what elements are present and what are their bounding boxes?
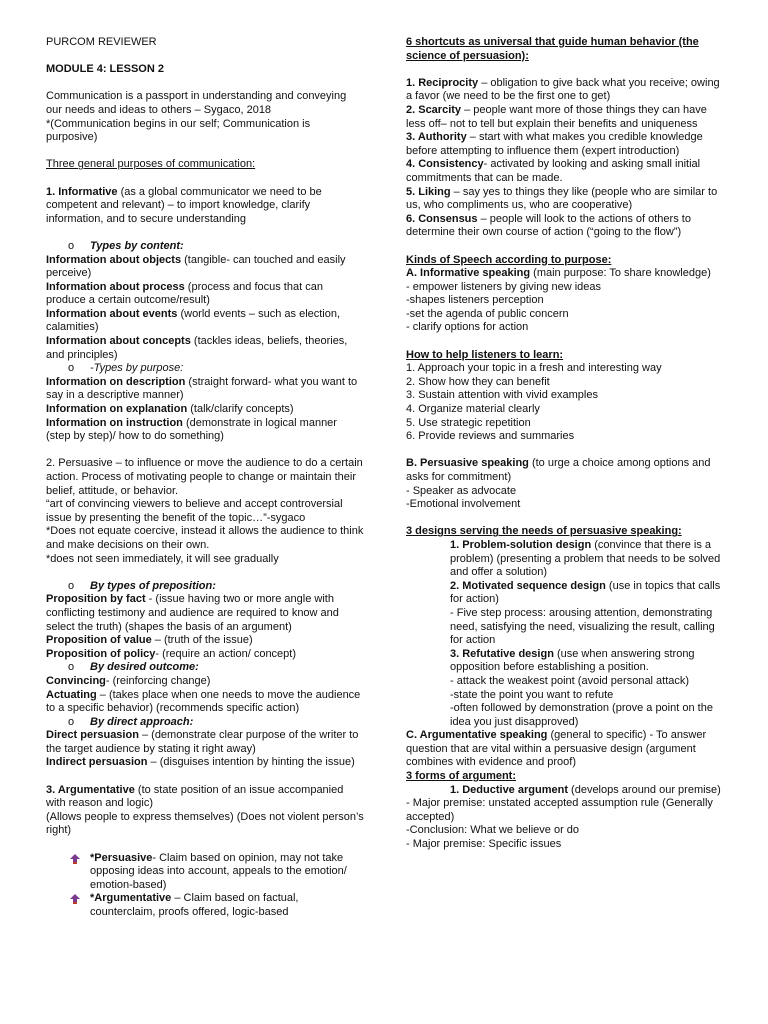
outcome-item [46,689,364,716]
design-item [450,580,724,607]
shortcut-item-desc: - activated by looking and asking small initial commitments that can be made. [406,158,701,184]
purpose-type-item-desc: (straight forward- what you want to say in a descriptive manner) [46,375,358,402]
content-type-item [46,254,364,281]
compare-desc: – Claim based on factual, counterclaim, proofs offered, logic-based [90,892,299,918]
learn-item: 5. Use strategic repetition [406,416,531,429]
design-item [450,689,724,703]
outcome-item-desc: – (takes place when one needs to move the audience to a specific behavior) (recommends specific action) [46,688,361,715]
deductive-point: -Conclusion: What we believe or do [406,824,580,837]
approach-item-desc: – (demonstrate clear purpose of the writer to the target audience by stating it right away) [46,729,359,755]
purpose-type-item-desc: (talk/clarify concepts) [187,403,294,416]
arrow-bullet-icon [68,893,82,905]
persuasive-point: -Emotional involvement [406,498,521,511]
purpose-type-item [46,417,364,444]
outcome-item [46,675,364,689]
shortcut-item-desc: – obligation to give back what you receive; owing a favor (we need to be the first one to get) [406,76,720,103]
informative-point: -shapes listeners perception [406,294,544,307]
design-item [450,675,724,689]
design-item-desc: -state the point you want to refute [450,688,614,701]
shortcut-item-term: 1. Reciprocity [406,76,479,89]
shortcuts-heading: 6 shortcuts as universal that guide human behavior (the science of persuasion): [406,36,699,62]
designs-heading: 3 designs serving the needs of persuasive speaking: [406,525,682,538]
content-type-item-term: Information about process [46,280,185,293]
by-preposition-heading [46,580,364,594]
by-outcome-list [46,675,364,716]
content-type-item-desc: (tackles ideas, beliefs, theories, and principles) [46,335,348,361]
intro-note: *(Communication begins in our self; Communication is purposive) [46,117,311,144]
approach-item [46,729,364,756]
by-approach-heading [46,716,364,730]
content-type-item-desc: (process and focus that can produce a certain outcome/result) [46,280,323,307]
shortcut-item-desc: – people will look to the actions of others to determine their own course of action (“going to the flow”) [406,212,691,239]
design-item-term: 1. Problem-solution design [450,538,592,551]
informative-point: -set the agenda of public concern [406,307,569,320]
informative-text: (as a global communicator we need to be competent and relevant) – to import knowledge, clarify information, and to secure understanding [46,185,322,225]
circle-bullet-icon: o [68,715,75,728]
design-item [450,539,724,580]
persuasive-note-1: *Does not equate coercive, instead it allows the audience to think and make decisions on their own. [46,525,364,551]
shortcuts-list [406,77,724,240]
persuasive-speaking-label: B. Persuasive speaking [406,457,529,470]
persuasive-paragraph: 2. Persuasive – to influence or move the audience to do a certain action. Process of motivating people to change or maintain their belief, attitude, or behavior. [46,457,363,497]
argumentative-text: (to state position of an issue accompanied with reason and logic) [46,783,344,810]
deductive-label: 1. Deductive argument [450,783,568,796]
persuasive-speaking-text: (to urge a choice among options and asks for commitment) [406,457,711,483]
design-item [450,607,724,648]
types-content-heading [46,240,364,254]
argumentative-label: 3. Argumentative [46,783,135,796]
content-type-item-desc: (world events – such as election, calamities) [46,307,341,334]
argumentative-paragraph [46,784,364,811]
approach-item-term: Indirect persuasion [46,756,148,769]
proposition-item-term: Proposition by fact [46,593,146,606]
by-preposition-label: By types of preposition: [90,579,216,592]
compare-term: *Persuasive [90,851,153,864]
content-type-item-term: Information about concepts [46,335,191,348]
approach-item-term: Direct persuasion [46,729,139,742]
shortcut-item-term: 2. Scarcity [406,103,462,116]
arrow-bullet-icon [68,853,82,865]
types-purpose-label: -Types by purpose: [90,362,184,375]
purpose-type-item-term: Information on explanation [46,403,188,416]
circle-bullet-icon: o [68,239,75,252]
by-outcome-heading [46,661,364,675]
compare-term: *Argumentative [90,892,172,905]
argumentative-note: (Allows people to express themselves) (Does not violent person’s right) [46,810,364,837]
informative-paragraph [46,186,364,227]
learn-item: 4. Organize material clearly [406,403,540,416]
deductive-point: - Major premise: unstated accepted assumption rule (Generally accepted) [406,797,713,823]
informative-point: - empower listeners by giving new ideas [406,280,602,293]
learn-item: 2. Show how they can benefit [406,375,550,388]
shortcut-item-term: 3. Authority [406,131,467,144]
purpose-type-item-term: Information on instruction [46,416,183,429]
compare-item [46,852,364,893]
persuasive-quote: “art of convincing viewers to believe and accept controversial issue by presenting the benefit of the topic…”-sygaco [46,498,343,524]
purpose-type-item [46,403,364,417]
approach-item-desc: – (disguises intention by hinting the issue) [147,756,355,769]
deductive-points [406,797,724,851]
learn-item: 6. Provide reviews and summaries [406,430,575,443]
design-item [450,648,724,675]
shortcut-item-term: 5. Liking [406,185,451,198]
design-item-desc: -often followed by demonstration (prove a point on the idea you just disapproved) [450,702,713,728]
by-approach-list [46,729,364,770]
outcome-item-term: Convincing [46,674,106,687]
approach-item [46,756,364,770]
outcome-item-desc: - (reinforcing change) [105,674,211,687]
content-type-item-term: Information about objects [46,253,182,266]
types-content-list [46,254,364,363]
content-type-item [46,281,364,308]
persuasive-points [406,485,724,512]
types-purpose-list [46,376,364,444]
shortcut-item-term: 6. Consensus [406,212,478,225]
design-item-desc: - attack the weakest point (avoid personal attack) [450,674,690,687]
argumentative-speaking-label: C. Argumentative speaking [406,729,548,742]
intro-text: Communication is a passport in understanding and conveying our needs and ideas to others – Sygaco, 2018 [46,90,347,116]
circle-bullet-icon: o [68,579,75,592]
doc-title: PURCOM REVIEWER [46,36,157,48]
content-type-item-desc: (tangible- can touched and easily perceive) [46,253,346,280]
purpose-type-item [46,376,364,403]
types-content-label: Types by content: [90,239,184,252]
proposition-item [46,593,364,634]
circle-bullet-icon: o [68,661,75,674]
compare-item [46,892,364,919]
proposition-item-desc: - (require an action/ concept) [155,647,297,660]
informative-speaking-label: A. Informative speaking [406,267,531,280]
compare-desc: - Claim based on opinion, may not take opposing ideas into account, appeals to the emotion/ emotion-based) [90,851,347,891]
proposition-item-desc: - (issue having two or more angle with conflicting testimony and audience are required to know and select the truth) (shapes the basis of an argument) [46,593,339,633]
content-type-item [46,335,364,362]
content-type-item-term: Information about events [46,307,178,320]
by-outcome-label: By desired outcome: [90,661,199,674]
argumentative-speaking [406,729,724,770]
informative-label: 1. Informative [46,185,118,198]
shortcut-item [406,158,724,185]
by-approach-label: By direct approach: [90,715,194,728]
design-item-term: 3. Refutative design [450,647,554,660]
shortcut-item-desc: – say yes to things they like (people who are similar to us, who compliments us, who are cooperative) [406,185,718,212]
purpose-type-item-term: Information on description [46,375,186,388]
shortcut-item-term: 4. Consistency [406,158,484,171]
kinds-heading: Kinds of Speech according to purpose: [406,253,612,266]
informative-speaking [406,267,724,281]
deductive-argument [406,784,724,798]
learn-item: 1. Approach your topic in a fresh and interesting way [406,362,662,375]
shortcut-item [406,77,724,104]
forms-heading: 3 forms of argument: [406,770,517,783]
circle-bullet-icon: o [68,362,75,375]
purpose-type-item-desc: (demonstrate in logical manner (step by step)/ how to do something) [46,416,337,443]
argumentative-speaking-text: (general to specific) - To answer question that are vital within a persuasive design (argument combines with evidence and proof) [406,729,707,769]
content-type-item [46,308,364,335]
outcome-item-term: Actuating [46,688,97,701]
shortcut-item-desc: – start with what makes you credible knowledge before attempting to influence them (expert introduction) [406,131,703,157]
learn-list [406,362,724,444]
design-item-desc: - Five step process: arousing attention, demonstrating need, satisfying the need, visualizing the result, calling for action [450,606,715,647]
designs-list [406,539,724,729]
right-column [406,36,724,852]
by-preposition-list [46,593,364,661]
persuasive-point: - Speaker as advocate [406,484,517,497]
compare-list [46,852,364,920]
shortcut-item-desc: – people want more of those things they can have less off– not to tell but explain their benefits and uniqueness [406,103,707,130]
proposition-item-term: Proposition of policy [46,647,156,660]
purposes-heading: Three general purposes of communication: [46,158,256,171]
design-item-desc: (use in topics that calls for action) [450,579,721,606]
shortcut-item [406,104,724,131]
design-item-term: 2. Motivated sequence design [450,579,606,592]
design-item-desc: (use when answering strong opposition before establishing a position. [450,647,695,674]
types-purpose-heading [46,362,364,376]
design-item-desc: (convince that there is a problem) (presenting a problem that needs to be solved and offer a solution) [450,538,721,579]
module-heading: MODULE 4: LESSON 2 [46,63,164,76]
shortcut-item [406,186,724,213]
informative-points [406,281,724,335]
learn-heading: How to help listeners to learn: [406,348,564,361]
design-item [450,702,724,729]
left-column [46,36,364,920]
learn-item: 3. Sustain attention with vivid examples [406,389,598,402]
deductive-point: - Major premise: Specific issues [406,838,562,851]
informative-point: - clarify options for action [406,321,529,334]
informative-speaking-text: (main purpose: To share knowledge) [530,267,711,280]
persuasive-speaking [406,457,724,484]
shortcut-item [406,131,724,158]
proposition-item-term: Proposition of value [46,634,152,647]
deductive-text: (develops around our premise) [567,783,721,796]
proposition-item [46,634,364,648]
proposition-item-desc: – (truth of the issue) [151,634,253,647]
shortcut-item [406,213,724,240]
proposition-item [46,648,364,662]
persuasive-note-2: *does not seen immediately, it will see gradually [46,552,279,565]
